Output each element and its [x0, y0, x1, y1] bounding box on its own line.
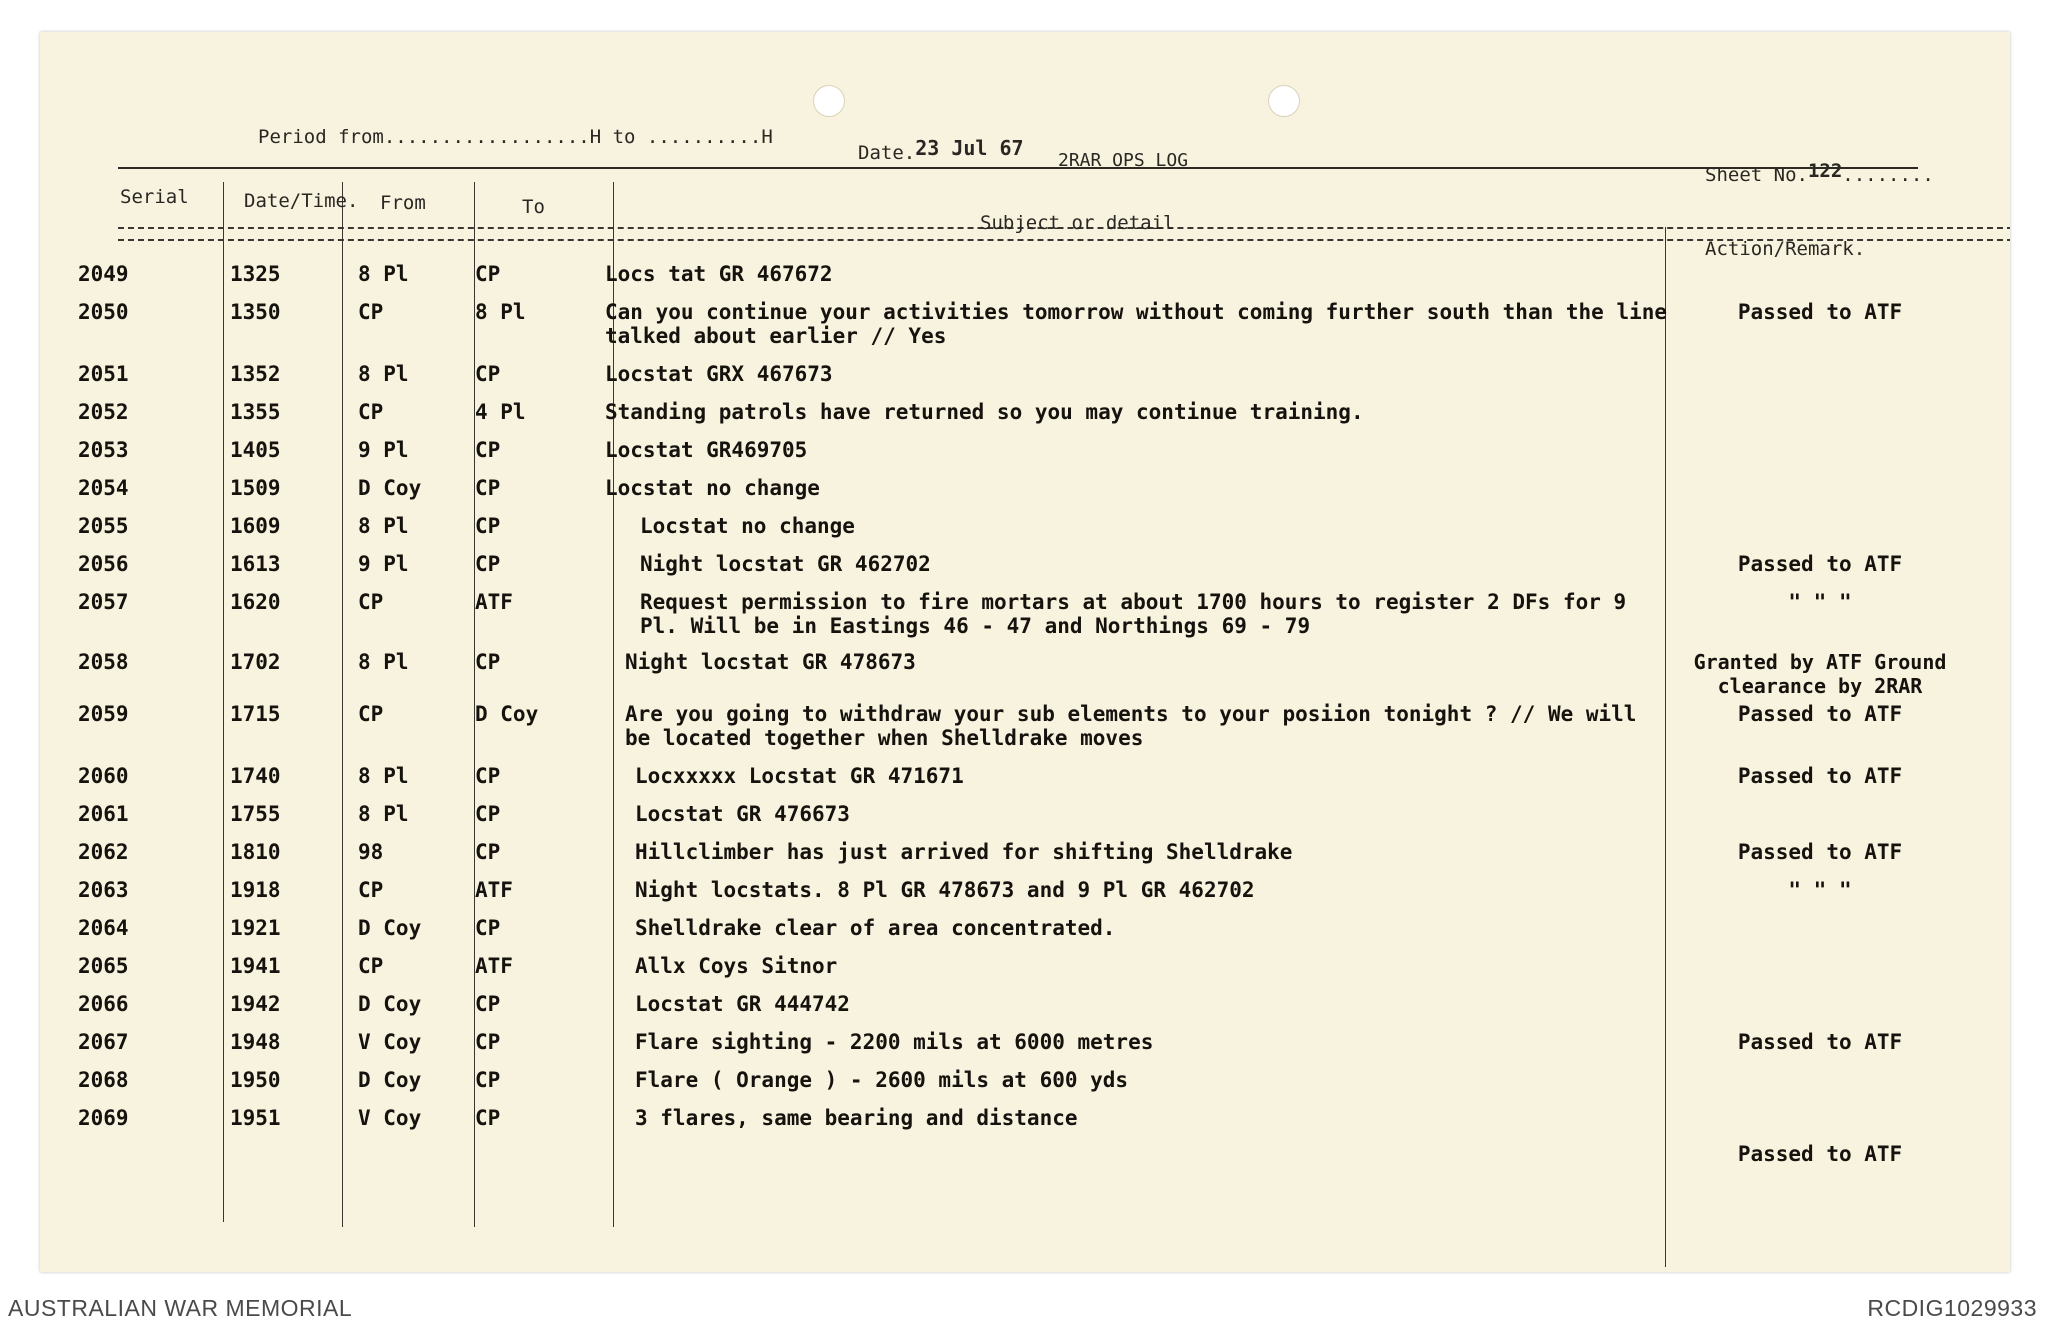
entry-from: D Coy [358, 1068, 422, 1092]
entry-subject: Locstat GR 476673 [635, 802, 850, 826]
entry-time: 1950 [230, 1068, 281, 1092]
entry-time: 1355 [230, 400, 281, 424]
header-rule-top [118, 167, 1918, 169]
entry-serial: 2055 [78, 514, 129, 538]
entry-from: CP [358, 878, 384, 902]
col-subject: Subject or detail [980, 212, 1175, 234]
entry-from: D Coy [358, 476, 422, 500]
entry-subject: 3 flares, same bearing and distance [635, 1106, 1078, 1130]
entry-to: 4 Pl [475, 400, 526, 424]
footer-id: RCDIG1029933 [1867, 1295, 2037, 1321]
entry-from: 9 Pl [358, 438, 409, 462]
divider-time [342, 182, 343, 1227]
entry-to: CP [475, 1068, 501, 1092]
entry-time: 1609 [230, 514, 281, 538]
entry-action: Granted by ATF Ground clearance by 2RAR [1693, 650, 1947, 698]
entry-time: 1325 [230, 262, 281, 286]
entry-from: CP [358, 590, 384, 614]
entry-from: CP [358, 954, 384, 978]
entry-subject: Hillclimber has just arrived for shifting Shelldrake [635, 840, 1293, 864]
entry-subject: Can you continue your activities tomorrow without coming further south than the line talked about earlier // Yes [605, 300, 1668, 348]
entry-serial: 2050 [78, 300, 129, 324]
entry-time: 1509 [230, 476, 281, 500]
entry-subject: Night locstat GR 478673 [625, 650, 916, 674]
entry-time: 1702 [230, 650, 281, 674]
entry-time: 1918 [230, 878, 281, 902]
entry-serial: 2052 [78, 400, 129, 424]
entry-subject: Locstat GR469705 [605, 438, 808, 462]
entry-to: CP [475, 1106, 501, 1130]
entry-subject: Flare sighting - 2200 mils at 6000 metres [635, 1030, 1154, 1054]
entry-from: CP [358, 400, 384, 424]
entry-time: 1941 [230, 954, 281, 978]
entry-serial: 2053 [78, 438, 129, 462]
punch-hole-right [1268, 85, 1300, 117]
entry-from: V Coy [358, 1106, 422, 1130]
entry-subject: Flare ( Orange ) - 2600 mils at 600 yds [635, 1068, 1129, 1092]
entry-subject: Locstat GRX 467673 [605, 362, 833, 386]
entry-subject: Locstat no change [605, 476, 820, 500]
entry-from: 8 Pl [358, 362, 409, 386]
entry-subject: Shelldrake clear of area concentrated. [635, 916, 1116, 940]
entry-from: 9 Pl [358, 552, 409, 576]
entry-subject: Locstat GR 444742 [635, 992, 850, 1016]
entry-to: CP [475, 802, 501, 826]
entry-subject: Standing patrols have returned so you may continue training. [605, 400, 1364, 424]
entry-serial: 2068 [78, 1068, 129, 1092]
entry-from: D Coy [358, 916, 422, 940]
entry-subject: Night locstats. 8 Pl GR 478673 and 9 Pl GR 462702 [635, 878, 1255, 902]
entry-serial: 2062 [78, 840, 129, 864]
entry-to: 8 Pl [475, 300, 526, 324]
entry-subject: Night locstat GR 462702 [640, 552, 931, 576]
period-field [258, 126, 773, 148]
entry-to: CP [475, 438, 501, 462]
entry-serial: 2065 [78, 954, 129, 978]
entry-time: 1350 [230, 300, 281, 324]
entry-serial: 2069 [78, 1106, 129, 1130]
log-title: 2RAR OPS LOG [1058, 150, 1189, 171]
entry-serial: 2059 [78, 702, 129, 726]
entry-action: Passed to ATF [1737, 702, 1903, 726]
entry-serial: 2051 [78, 362, 129, 386]
entry-time: 1942 [230, 992, 281, 1016]
date-value: 23 Jul 67 [915, 136, 1024, 160]
entry-serial: 2054 [78, 476, 129, 500]
log-sheet [40, 32, 2010, 1272]
entry-serial: 2049 [78, 262, 129, 286]
entry-action: Passed to ATF [1737, 300, 1903, 324]
sheet-dots: ........ [1842, 164, 1934, 186]
entry-time: 1620 [230, 590, 281, 614]
entry-time: 1715 [230, 702, 281, 726]
entry-subject: Locstat no change [640, 514, 855, 538]
entry-time: 1948 [230, 1030, 281, 1054]
entry-serial: 2060 [78, 764, 129, 788]
entry-serial: 2063 [78, 878, 129, 902]
col-action: Action/Remark. [1705, 238, 1866, 260]
entry-to: CP [475, 1030, 501, 1054]
entry-to: CP [475, 916, 501, 940]
footer-source: AUSTRALIAN WAR MEMORIAL [8, 1295, 353, 1321]
col-serial: Serial [120, 186, 189, 208]
entry-serial: 2056 [78, 552, 129, 576]
entry-time: 1951 [230, 1106, 281, 1130]
entry-time: 1810 [230, 840, 281, 864]
entry-to: CP [475, 650, 501, 674]
entry-to: CP [475, 552, 501, 576]
entry-to: CP [475, 840, 501, 864]
entry-serial: 2067 [78, 1030, 129, 1054]
entry-action: Passed to ATF [1737, 840, 1903, 864]
entry-from: V Coy [358, 1030, 422, 1054]
entry-time: 1405 [230, 438, 281, 462]
col-datetime: Date/Time. [244, 190, 359, 212]
entry-from: CP [358, 300, 384, 324]
entry-action: " " " [1788, 878, 1852, 902]
date-label: Date. [858, 142, 916, 164]
entry-from: 8 Pl [358, 650, 409, 674]
entry-time: 1921 [230, 916, 281, 940]
sheet-value: 122 [1807, 160, 1843, 182]
entry-action: Passed to ATF [1737, 1142, 1903, 1166]
entry-subject: Allx Coys Sitnor [635, 954, 838, 978]
entry-from: 8 Pl [358, 802, 409, 826]
entry-to: CP [475, 362, 501, 386]
entry-time: 1740 [230, 764, 281, 788]
entry-to: CP [475, 764, 501, 788]
entry-to: ATF [475, 954, 513, 978]
entry-to: D Coy [475, 702, 539, 726]
entry-serial: 2064 [78, 916, 129, 940]
entry-to: ATF [475, 590, 513, 614]
entry-to: CP [475, 262, 501, 286]
col-from: From [380, 192, 426, 214]
divider-serial [223, 182, 224, 1222]
entry-action: Passed to ATF [1737, 552, 1903, 576]
entry-from: 8 Pl [358, 514, 409, 538]
entry-action: " " " [1788, 590, 1852, 614]
entry-action: Passed to ATF [1737, 764, 1903, 788]
entry-serial: 2061 [78, 802, 129, 826]
entry-to: ATF [475, 878, 513, 902]
date-field [858, 136, 1024, 164]
entry-serial: 2058 [78, 650, 129, 674]
entry-subject: Are you going to withdraw your sub elements to your posiion tonight ? // We will be located together when Shelldrake moves [625, 702, 1637, 750]
punch-hole-left [813, 85, 845, 117]
entry-subject: Request permission to fire mortars at about 1700 hours to register 2 DFs for 9 Pl. Will be in Eastings 46 - 47 and Northings 69 - 79 [640, 590, 1627, 638]
entry-to: CP [475, 992, 501, 1016]
sheet-label: Sheet No. [1705, 164, 1808, 186]
entry-serial: 2066 [78, 992, 129, 1016]
entry-subject: Locs tat GR 467672 [605, 262, 833, 286]
entry-from: 8 Pl [358, 764, 409, 788]
entry-time: 1755 [230, 802, 281, 826]
period-label: Period from..................H to ..........H [258, 126, 773, 148]
entry-time: 1613 [230, 552, 281, 576]
entry-to: CP [475, 476, 501, 500]
entry-from: D Coy [358, 992, 422, 1016]
entry-from: CP [358, 702, 384, 726]
col-to: To [522, 196, 545, 218]
entry-subject: Locxxxxx Locstat GR 471671 [635, 764, 964, 788]
entry-serial: 2057 [78, 590, 129, 614]
entry-action: Passed to ATF [1737, 1030, 1903, 1054]
entry-time: 1352 [230, 362, 281, 386]
entry-to: CP [475, 514, 501, 538]
entry-from: 8 Pl [358, 262, 409, 286]
entry-from: 98 [358, 840, 384, 864]
